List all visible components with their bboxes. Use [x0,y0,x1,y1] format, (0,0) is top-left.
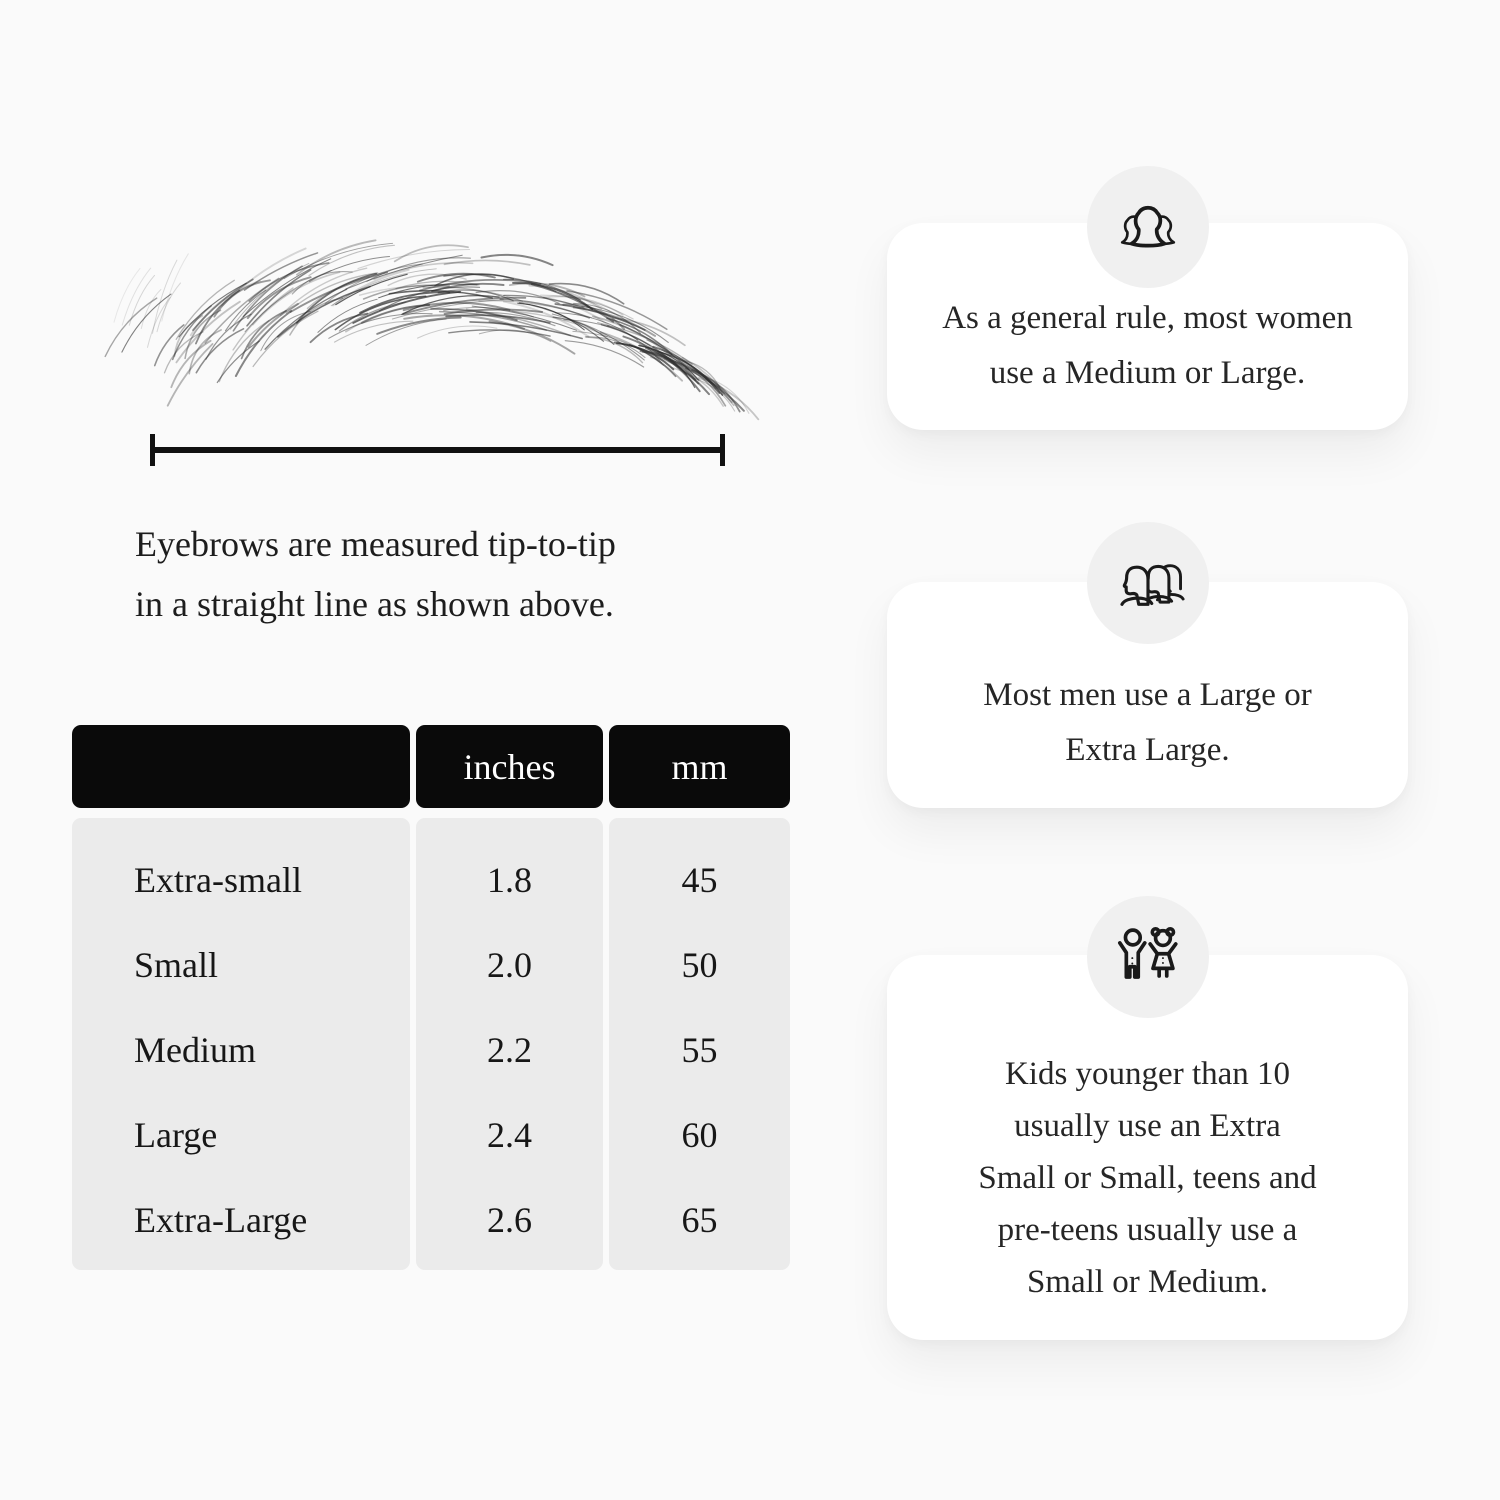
table-cell: 2.2 [487,1030,532,1070]
card-text-line: Most men use a Large or [983,677,1312,713]
measurement-caption [135,514,775,634]
card-text-line: pre-teens usually use a [997,1212,1298,1248]
table-cell: 1.8 [487,860,532,900]
table-cell: 45 [681,860,718,900]
men-icon-circle [1087,522,1209,644]
caption-line: Eyebrows are measured tip-to-tip [135,524,616,564]
table-inches-values [416,838,603,1263]
table-cell: 65 [681,1200,718,1240]
table-header-inches: inches [416,725,603,808]
table-cell: Extra-Large [134,1200,308,1240]
table-cell: Extra-small [134,860,302,900]
women-group-icon [1109,188,1187,266]
children-icon [1109,918,1187,996]
card-text-line: Small or Medium. [1026,1264,1269,1300]
card-women-text [887,291,1408,401]
women-icon-circle [1087,166,1209,288]
measurement-line-right-tick [720,434,725,466]
table-cell: 2.4 [487,1115,532,1155]
card-text-line: Extra Large. [1065,732,1230,768]
men-group-icon [1109,544,1187,622]
card-text-line: use a Medium or Large. [989,355,1306,391]
table-cell: Small [134,945,219,985]
table-mm-values [609,838,790,1263]
table-header-mm: mm [609,725,790,808]
caption-line: in a straight line as shown above. [135,584,614,624]
card-men-text [887,668,1408,778]
table-cell: 55 [681,1030,718,1070]
table-cell: 50 [681,945,718,985]
card-kids-text [887,1048,1408,1308]
measurement-line [152,447,724,453]
card-text-line: Kids younger than 10 [1004,1056,1291,1092]
table-cell: Medium [134,1030,256,1070]
kids-icon-circle [1087,896,1209,1018]
table-cell: 2.0 [487,945,532,985]
eyebrow-sketch [105,248,750,432]
table-cell: 60 [681,1115,718,1155]
measurement-line-left-tick [150,434,155,466]
table-header-size [72,725,410,808]
card-text-line: usually use an Extra [1014,1108,1281,1144]
table-cell: 2.6 [487,1200,532,1240]
table-size-labels [134,838,404,1263]
card-text-line: Small or Small, teens and [978,1160,1317,1196]
table-cell: Large [134,1115,218,1155]
card-text-line: As a general rule, most women [942,300,1353,336]
